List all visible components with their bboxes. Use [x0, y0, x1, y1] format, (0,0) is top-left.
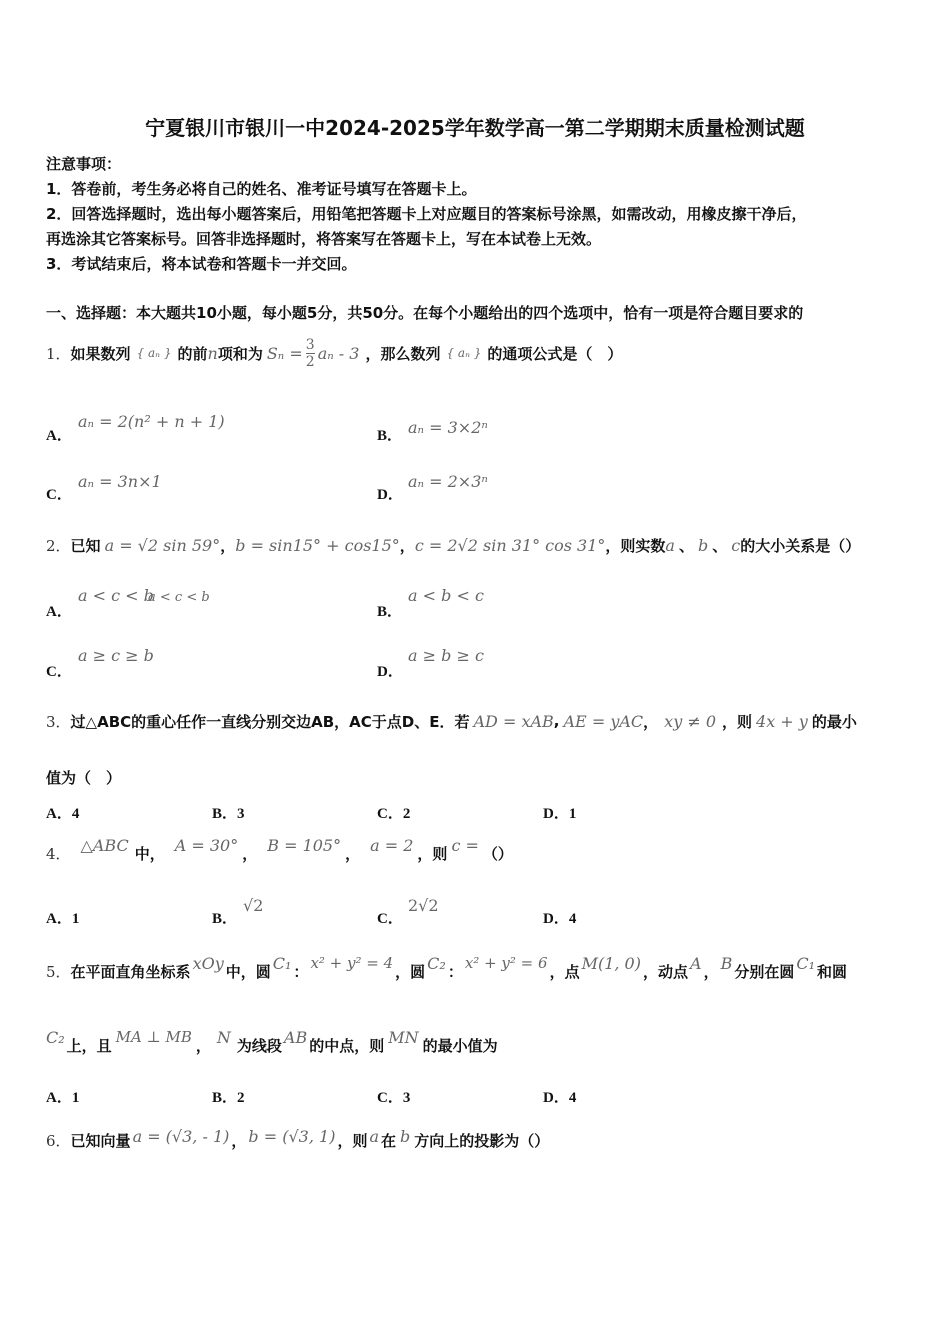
q6-vector-a: a = (√3, - 1): [132, 1126, 230, 1146]
q4-option-a-value: 1: [71, 911, 80, 927]
q5-text9: 上，且: [66, 1036, 112, 1055]
q3-option-a-label: A．: [46, 806, 72, 822]
q1-option-a: aₙ = 2(n² + n + 1): [78, 412, 225, 431]
q1-option-b: aₙ = 3×2ⁿ: [408, 418, 488, 437]
q3-text2: ，则: [722, 712, 753, 731]
question-5-line2: [46, 1026, 498, 1064]
q4-text3: （）: [482, 844, 513, 863]
q5-option-b-label: B．: [212, 1090, 238, 1106]
q2-text3: 的大小关系是（）: [740, 536, 861, 555]
q1-option-d-label: D．: [377, 487, 403, 503]
q5-option-d-value: 4: [568, 1090, 577, 1106]
q4-option-a: [46, 907, 79, 928]
q4-side-c: c =: [451, 835, 479, 855]
question-6: [46, 1124, 549, 1156]
question-5: [46, 952, 847, 990]
q5-option-c: [377, 1086, 410, 1107]
q5-option-a-label: A．: [46, 1090, 72, 1106]
q2-text2: ，则实数: [605, 536, 666, 555]
q5-ab: AB: [283, 1027, 308, 1047]
q5-colon2: ：: [447, 962, 463, 981]
q6-text3: 在: [381, 1131, 397, 1150]
q2-option-b-label: B．: [377, 604, 403, 620]
q2-option-b: a < b < c: [408, 586, 484, 605]
q4-option-d-label: D．: [543, 911, 569, 927]
q5-text2: 中，圆: [225, 962, 271, 981]
q1-rest: aₙ - 3: [317, 343, 360, 363]
q5-text13: 的最小值为: [422, 1036, 498, 1055]
q6-vector-b: b = (√3, 1): [248, 1126, 336, 1146]
q4-text1: 中，: [134, 844, 165, 863]
q3-option-d-label: D．: [543, 806, 569, 822]
question-3: [46, 706, 857, 736]
q5-text6: ，: [703, 962, 719, 981]
q4-option-d-value: 4: [568, 911, 577, 927]
section-heading: 一、选择题：本大题共10小题，每小题5分，共50分。在每个小题给出的四个选项中，恰有一项是符合题目要求的: [46, 304, 804, 322]
q1-number: 1．: [46, 344, 71, 363]
q5-perp: MA ⊥ MB: [115, 1028, 192, 1046]
q5-option-a: [46, 1086, 79, 1107]
q2-option-d: a ≥ b ≥ c: [408, 646, 484, 665]
q2-c-def: c = 2√2 sin 31° cos 31°: [414, 535, 606, 555]
q5-text10: ，: [195, 1036, 211, 1055]
q3-option-c-label: C．: [377, 806, 403, 822]
q4-option-b-label: B．: [212, 911, 238, 927]
q2-sep2: 、: [712, 536, 728, 555]
q4-comma1: ，: [242, 844, 258, 863]
q5-text12: 的中点，则: [309, 1036, 385, 1055]
q5-n: N: [216, 1027, 231, 1047]
q1-sn: Sₙ =: [266, 343, 303, 363]
q5-number: 5．: [46, 962, 71, 981]
q3-text3: 的最小: [811, 712, 857, 731]
q3-expr: 4x + y: [756, 711, 808, 731]
q5-c1: C₁: [272, 953, 292, 973]
q6-var-b: b: [400, 1126, 411, 1146]
q5-point-b: B: [720, 953, 733, 973]
q3-option-b-value: 3: [237, 806, 245, 822]
q2-comma1: ，: [220, 536, 236, 555]
q5-text8: 和圆: [817, 962, 848, 981]
q3-xy: xy ≠ 0: [664, 711, 716, 731]
q2-var-a: a: [665, 535, 675, 555]
q2-option-c: a ≥ c ≥ b: [78, 646, 154, 665]
q2-number: 2．: [46, 536, 71, 555]
q5-c1-second: C₁: [796, 953, 816, 973]
q6-var-a: a: [369, 1126, 379, 1146]
q1-text5: 的通项公式是（ ）: [487, 344, 623, 363]
q2-b-def: b = sin15° + cos15°: [235, 535, 400, 555]
q3-option-c: [377, 802, 410, 823]
q5-text4: ，点: [549, 962, 580, 981]
q1-option-a-label: A．: [46, 428, 72, 444]
note-1: 1．答卷前，考生务必将自己的姓名、准考证号填写在答题卡上。: [46, 180, 477, 198]
q3-ae: AE = yAC: [563, 711, 644, 731]
q4-option-a-label: A．: [46, 911, 72, 927]
note-3: 3．考试结束后，将本试卷和答题卡一并交回。: [46, 255, 357, 273]
q6-text4: 方向上的投影为（）: [414, 1131, 550, 1150]
q1-option-c: aₙ = 3n×1: [78, 472, 162, 491]
q3-option-d: [543, 802, 576, 823]
q3-option-a: [46, 802, 79, 823]
q4-side-a: a = 2: [370, 835, 414, 855]
q4-text2: ，则: [417, 844, 448, 863]
q2-var-c: c: [731, 535, 741, 555]
q3-number: 3．: [46, 712, 71, 731]
question-2: [46, 530, 860, 560]
q1-text3: 项和为: [217, 344, 263, 363]
q5-option-d: [543, 1086, 576, 1107]
q5-option-b: [212, 1086, 245, 1107]
q1-text2: 的前: [177, 344, 208, 363]
q3-option-a-value: 4: [71, 806, 80, 822]
q3-option-c-value: 2: [402, 806, 411, 822]
q3-option-b: [212, 802, 245, 823]
q1-frac-num: 3: [305, 336, 315, 353]
note-2a: 2．回答选择题时，选出每小题答案后，用铅笔把答题卡上对应题目的答案标号涂黑，如需改动，用橡皮擦干净后，: [46, 205, 807, 223]
q6-text1: 已知向量: [70, 1131, 131, 1150]
q4-comma2: ，: [345, 844, 361, 863]
q1-text4: ，那么数列: [365, 344, 441, 363]
q5-mn: MN: [388, 1027, 419, 1047]
q5-colon1: ：: [293, 962, 309, 981]
q5-text1: 在平面直角坐标系: [70, 962, 191, 981]
q2-text1: 已知: [70, 536, 101, 555]
q2-comma2: ，: [399, 536, 415, 555]
q2-option-d-label: D．: [377, 664, 403, 680]
q2-a-def: a = √2 sin 59°: [104, 535, 221, 555]
q4-angle-a: A = 30°: [174, 835, 239, 855]
q6-text2: ，则: [337, 1131, 368, 1150]
q3-comma1: ,: [553, 712, 560, 730]
q1-n: n: [207, 343, 218, 363]
q5-option-b-value: 2: [237, 1090, 245, 1106]
q5-option-d-label: D．: [543, 1090, 569, 1106]
question-4: [46, 834, 513, 872]
q6-comma: ，: [231, 1131, 247, 1150]
q1-option-b-label: B．: [377, 428, 403, 444]
q1-option-d: aₙ = 2×3ⁿ: [408, 472, 488, 491]
q3-text1: 过△ABC的重心任作一直线分别交边AB，AC于点D、E．若: [70, 712, 470, 731]
q5-text3: ，圆: [395, 962, 426, 981]
q5-eq1: x² + y² = 4: [310, 954, 394, 972]
note-2b: 再选涂其它答案标号。回答非选择题时，将答案写在答题卡上，写在本试卷上无效。: [46, 230, 602, 248]
q1-text1: 如果数列: [70, 344, 131, 363]
q5-option-c-value: 3: [402, 1090, 411, 1106]
q5-text7: 分别在圆: [734, 962, 795, 981]
q5-eq2: x² + y² = 6: [464, 954, 548, 972]
q5-text5: ，动点: [642, 962, 688, 981]
q3-option-d-value: 1: [568, 806, 577, 822]
q5-c2-second: C₂: [46, 1027, 65, 1047]
q5-option-a-value: 1: [71, 1090, 80, 1106]
q5-xoy: xOy: [192, 953, 224, 973]
q2-option-a-label: A．: [46, 604, 72, 620]
q4-triangle: △ABC: [80, 835, 129, 855]
q4-option-c-label: C．: [377, 911, 403, 927]
q2-var-b: b: [697, 535, 709, 555]
q1-frac-den: 2: [305, 353, 315, 370]
q5-point-m: M(1, 0): [581, 953, 641, 973]
q5-option-c-label: C．: [377, 1090, 403, 1106]
q2-option-a: a < c < b: [78, 586, 154, 605]
q1-option-c-label: C．: [46, 487, 72, 503]
q2-option-a-duplicate: a < c < b: [148, 590, 210, 605]
q4-number: 4．: [46, 844, 71, 863]
q5-c2: C₂: [427, 953, 446, 973]
q5-point-a: A: [690, 953, 702, 973]
q4-angle-b: B = 105°: [267, 835, 342, 855]
q1-seq-2: { aₙ }: [446, 346, 482, 360]
q1-fraction: [306, 337, 315, 370]
q4-option-b-value: √2: [243, 896, 264, 915]
notes-heading: 注意事项：: [46, 155, 122, 173]
q2-option-c-label: C．: [46, 664, 72, 680]
q3-option-b-label: B．: [212, 806, 238, 822]
q4-option-c-value: 2√2: [408, 896, 439, 915]
q6-number: 6．: [46, 1131, 71, 1150]
question-1: [46, 330, 622, 376]
q3-ad: AD = xAB: [473, 711, 554, 731]
q3-comma2: ，: [643, 712, 659, 731]
q4-option-d: [543, 907, 576, 928]
page-title: 宁夏银川市银川一中2024-2025学年数学高一第二学期期末质量检测试题: [145, 116, 805, 140]
q3-text4: 值为（ ）: [46, 769, 122, 787]
q2-sep1: 、: [678, 536, 694, 555]
q1-seq: { aₙ }: [136, 346, 172, 360]
q5-text11: 为线段: [236, 1036, 282, 1055]
